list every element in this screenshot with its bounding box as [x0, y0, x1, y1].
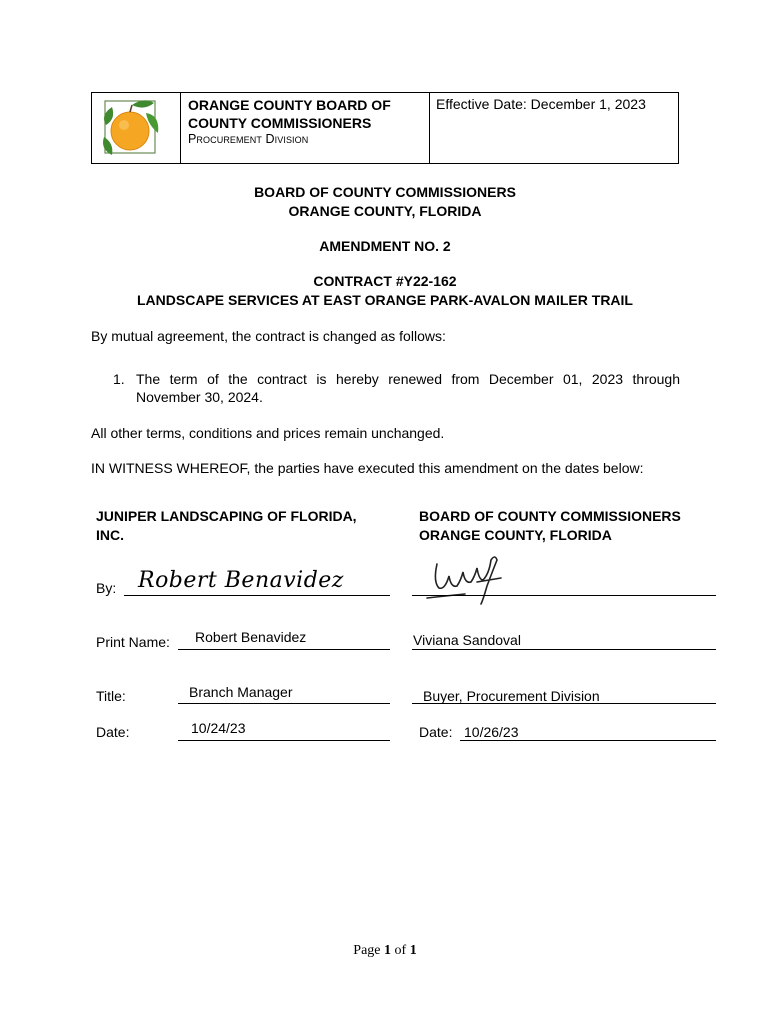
left-date-value: 10/24/23 — [191, 720, 246, 736]
service-title: LANDSCAPE SERVICES AT EAST ORANGE PARK-AVALON MAILER TRAIL — [137, 292, 633, 308]
by-label: By: — [96, 580, 117, 596]
right-print-name: Viviana Sandoval — [413, 632, 521, 648]
left-party-line1: JUNIPER LANDSCAPING OF FLORIDA, — [96, 508, 357, 524]
right-title-value: Buyer, Procurement Division — [423, 688, 600, 704]
page-word: Page — [353, 943, 381, 958]
org-name — [188, 96, 426, 132]
witness-text: IN WITNESS WHEREOF, the parties have executed this amendment on the dates below: — [91, 460, 644, 476]
right-date-value: 10/26/23 — [464, 724, 519, 740]
of-word: of — [394, 943, 407, 958]
title-line2: ORANGE COUNTY, FLORIDA — [288, 203, 482, 219]
right-title-line — [412, 703, 716, 704]
contract-number: CONTRACT #Y22-162 — [313, 273, 457, 289]
right-print-line — [412, 649, 716, 650]
page-footer — [0, 943, 770, 959]
left-by-line — [124, 595, 390, 596]
logo-cell — [92, 93, 181, 163]
page-total: 1 — [409, 943, 417, 958]
left-date-label: Date: — [96, 724, 130, 740]
amendment-number: AMENDMENT NO. 2 — [319, 238, 451, 254]
right-party-line2: ORANGE COUNTY, FLORIDA — [419, 527, 612, 543]
left-date-line — [178, 740, 390, 741]
item-line2: November 30, 2024. — [136, 389, 263, 405]
left-print-name: Robert Benavidez — [195, 629, 307, 645]
left-print-line — [178, 649, 390, 650]
org-name-line1: ORANGE COUNTY BOARD OF — [188, 97, 391, 113]
header-table — [91, 92, 679, 164]
orange-logo-icon — [92, 93, 180, 163]
left-title-line — [178, 703, 390, 704]
title-line1: BOARD OF COUNTY COMMISSIONERS — [254, 184, 516, 200]
effective-date-cell — [430, 93, 678, 163]
right-party-name — [419, 507, 681, 545]
right-by-line — [412, 595, 716, 596]
print-name-label: Print Name: — [96, 634, 170, 650]
effective-date: Effective Date: December 1, 2023 — [436, 96, 646, 112]
other-terms-text: All other terms, conditions and prices remain unchanged. — [91, 425, 445, 441]
item-number: 1. — [113, 371, 125, 387]
item-line1: The term of the contract is hereby renewed from December 01, 2023 through — [136, 371, 680, 387]
division-name: Procurement Division — [188, 132, 309, 146]
left-title-value: Branch Manager — [189, 684, 293, 700]
org-name-line2: COUNTY COMMISSIONERS — [188, 115, 372, 131]
title-label: Title: — [96, 688, 126, 704]
right-party-line1: BOARD OF COUNTY COMMISSIONERS — [419, 508, 681, 524]
left-party-line2: INC. — [96, 527, 124, 543]
left-signature: Robert Benavidez — [138, 568, 344, 593]
page-number: 1 — [384, 943, 392, 958]
right-date-line — [460, 740, 716, 741]
intro-text: By mutual agreement, the contract is changed as follows: — [91, 328, 446, 344]
org-cell — [181, 93, 430, 163]
right-signature-icon — [425, 550, 515, 608]
left-party-name — [96, 507, 357, 545]
right-date-label: Date: — [419, 724, 453, 740]
